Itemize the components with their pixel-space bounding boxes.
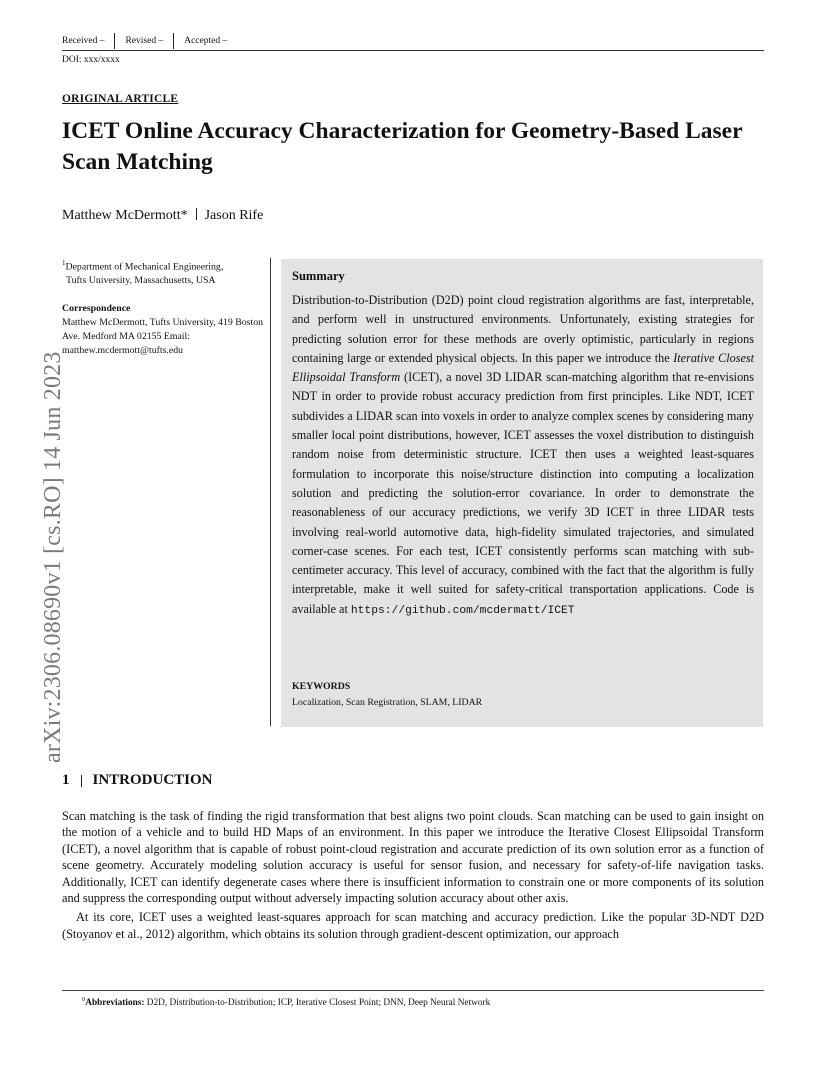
- affiliation-line: Department of Mechanical Engineering,: [65, 261, 224, 273]
- correspondence-text: Matthew McDermott, Tufts University, 419 Boston Ave. Medford MA 02155 Email: matthew.mcdermott@tufts.edu: [62, 317, 264, 357]
- section-heading: [62, 772, 213, 789]
- summary-text: [292, 291, 754, 621]
- correspondence-heading: Correspondence: [62, 303, 131, 315]
- revised-date: Revised –: [125, 36, 164, 46]
- paragraph: Scan matching is the task of finding the rigid transformation that best aligns two point clouds. Scan matching can be used to gain insight on the motion of a vehicle and to build HD Maps of an environment. In this paper we introduce the Iterative Closest Ellipsoidal Transform (ICET), a novel algorithm that is capable of robust point-cloud registration and accurate prediction of its own solution error as a function of scene geometry. Accurately modeling solution accuracy is useful for sensor fusion, and necessary for safety-of-life navigation tasks. Additionally, ICET can identify degenerate cases where there is insufficient information to constrain one or more components of its solution and suppress the corresponding output without adversely impacting solution accuracy about other axis.: [62, 809, 764, 906]
- accepted-date: Accepted –: [184, 36, 228, 46]
- footnote-label: Abbreviations:: [85, 998, 145, 1009]
- arxiv-stamp: arXiv:2306.08690v1 [cs.RO] 14 Jun 2023: [40, 351, 66, 763]
- sidebar: [62, 256, 267, 358]
- affiliation: [62, 256, 267, 274]
- summary-italic: Iterative Closest Ellipsoidal Transform: [292, 350, 755, 385]
- article-type: ORIGINAL ARTICLE: [62, 93, 179, 105]
- footnote-marker: 0: [82, 996, 86, 1003]
- header-rule: [62, 50, 764, 51]
- section-title: INTRODUCTION: [92, 772, 213, 788]
- author-name: Matthew McDermott*: [62, 208, 188, 223]
- received-date: Received –: [62, 36, 105, 46]
- doi: DOI: xxx/xxxx: [62, 55, 120, 65]
- summary-part: (ICET), a novel 3D LIDAR scan-matching algorithm that re-envisions NDT in order to provide robust accuracy prediction from first principles. Like NDT, ICET subdivides a LIDAR scan into voxels in order to analyze complex scenes by considering many smaller local point distributions, however, ICET assesses the voxel distribution to distinguish random noise from deterministic structure. ICET then uses a weighted least-squares formulation to incorporate this noise/structure distinction into computing a localization solution and predicting the solution-error covariance. In order to demonstrate the reasonableness of our accuracy predictions, we verify 3D ICET in three LIDAR tests involving real-world automotive data, high-fidelity simulated trajectories, and simulated corner-case scenes. For each test, ICET consistently performs scan matching with sub-centimeter accuracy. This level of accuracy, combined with the fact that the algorithm is fully interpretable, make it well suited for safety-critical transportation applications. Code is available at: [292, 370, 755, 616]
- affiliation-line: Tufts University, Massachusetts, USA: [66, 275, 216, 287]
- authors: [62, 208, 263, 224]
- journal-header: [62, 33, 237, 49]
- section-divider: [81, 775, 82, 787]
- sidebar-divider: [270, 258, 271, 726]
- section-number: 1: [62, 772, 70, 788]
- author-divider: [196, 208, 197, 220]
- paper-title: ICET Online Accuracy Characterization for Geometry-Based Laser Scan Matching: [62, 118, 743, 175]
- body-text: [62, 808, 764, 942]
- keywords-text: Localization, Scan Registration, SLAM, LIDAR: [292, 697, 483, 708]
- affiliation-marker: 1: [62, 259, 66, 267]
- code-link[interactable]: https://github.com/mcdermatt/ICET: [350, 604, 575, 617]
- keywords-heading: KEYWORDS: [292, 681, 351, 692]
- footnote-text: D2D, Distribution-to-Distribution; ICP, Iterative Closest Point; DNN, Deep Neural Network: [144, 998, 491, 1009]
- footnote: [82, 996, 490, 1008]
- paragraph: At its core, ICET uses a weighted least-squares approach for scan matching and accuracy prediction. Like the popular 3D-NDT D2D (Stoyanov et al., 2012) algorithm, which obtains its solution through gradient-descent optimization, our approach: [62, 910, 764, 941]
- summary-heading: Summary: [292, 269, 345, 283]
- author-name: Jason Rife: [204, 208, 264, 223]
- summary-part: Distribution-to-Distribution (D2D) point cloud registration algorithms are fast, interpretable, and perform well in unstructured environments. Unfortunately, existing strategies for predicting solution error for these methods are overly optimistic, particularly in regions containing large or extended physical objects. In this paper we introduce the: [292, 293, 754, 365]
- footnote-rule: [62, 990, 764, 991]
